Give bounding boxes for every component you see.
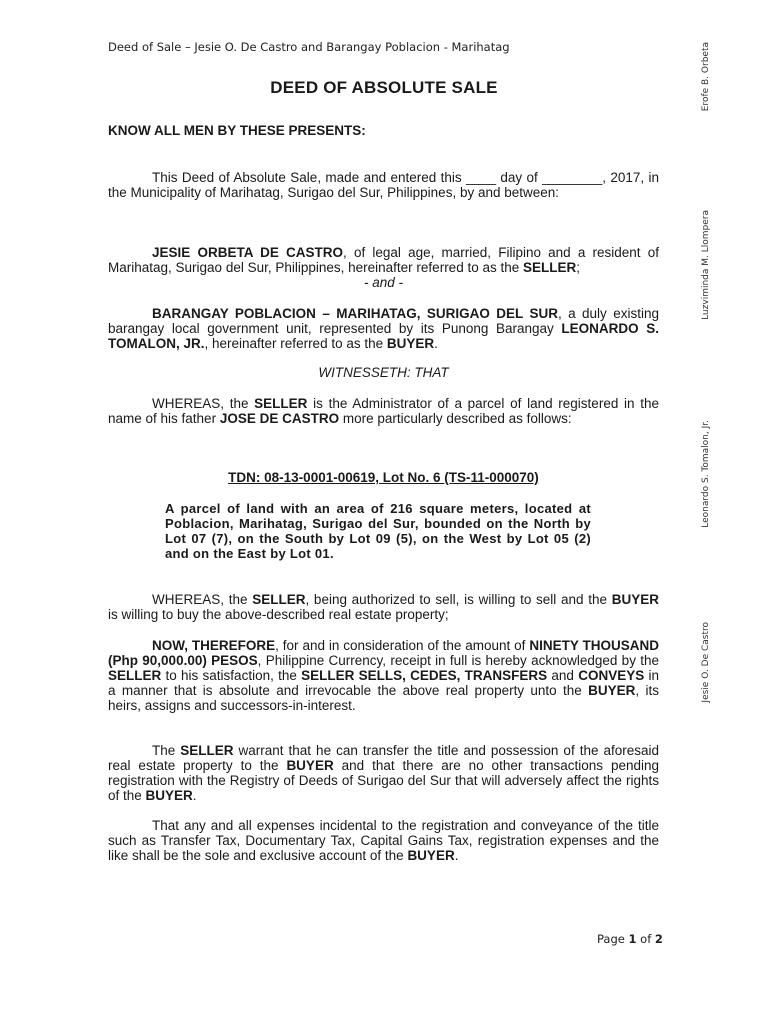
- parcel-description: A parcel of land with an area of 216 square meters, located at Poblacion, Marihatag, Surigao del Sur, bounded on the North by Lot 07 (7), on the South by Lot 09 (5), on the West by Lot 05 (2) and on the East by Lot 01.: [165, 501, 591, 561]
- whereas-administrator-paragraph: WHEREAS, the SELLER is the Administrator of a parcel of land registered in the name of his father JOSE DE CASTRO more particularly described as follows:: [108, 396, 659, 426]
- page-number: Page 1 of 2: [597, 932, 663, 946]
- document-title: DEED OF ABSOLUTE SALE: [270, 78, 498, 97]
- buyer-name: BARANGAY POBLACION – MARIHATAG, SURIGAO DEL SUR: [152, 306, 558, 321]
- margin-signature: Erofe B. Orbeta: [701, 42, 711, 112]
- margin-signature: Leonardo S. Tomalon, Jr.: [701, 420, 711, 528]
- and-separator: - and -: [363, 275, 404, 290]
- whereas-willing-paragraph: WHEREAS, the SELLER, being authorized to sell, is willing to sell and the BUYER is willing to buy the above-described real estate property;: [108, 592, 659, 622]
- margin-signature: Luzviminda M. Llompera: [701, 210, 711, 320]
- opening-phrase: KNOW ALL MEN BY THESE PRESENTS:: [108, 123, 366, 138]
- warranty-paragraph: The SELLER warrant that he can transfer the title and possession of the aforesaid real estate property to the BUYER and that there are no other transactions pending registration with the Registry of Deeds of Surigao del Sur that will adversely affect the rights of the BUYER.: [108, 743, 659, 803]
- intro-paragraph: This Deed of Absolute Sale, made and entered this ____ day of ________, 2017, in the Municipality of Marihatag, Surigao del Sur, Philippines, by and between:: [108, 170, 659, 200]
- expenses-paragraph: That any and all expenses incidental to the registration and conveyance of the title such as Transfer Tax, Documentary Tax, Capital Gains Tax, registration expenses and the like shall be the sole and exclusive account of the BUYER.: [108, 818, 659, 863]
- buyer-representative: LEONARDO S. TOMALON, JR.: [108, 321, 659, 351]
- sale-amount: NINETY THOUSAND (Php 90,000.00) PESOS: [108, 638, 659, 668]
- seller-name: JESIE ORBETA DE CASTRO: [152, 245, 344, 260]
- seller-paragraph: JESIE ORBETA DE CASTRO, of legal age, married, Filipino and a resident of Marihatag, Surigao del Sur, Philippines, hereinafter referred to as the SELLER;: [108, 245, 659, 275]
- buyer-paragraph: BARANGAY POBLACION – MARIHATAG, SURIGAO DEL SUR, a duly existing barangay local government unit, represented by its Punong Barangay LEONARDO S. TOMALON, JR., hereinafter referred to as the BUYER.: [108, 306, 659, 351]
- witnesseth-heading: WITNESSETH: THAT: [318, 365, 449, 380]
- margin-signature: Jesie O. De Castro: [701, 622, 711, 703]
- running-header: Deed of Sale – Jesie O. De Castro and Barangay Poblacion - Marihatag: [108, 40, 510, 54]
- tax-declaration-number: TDN: 08-13-0001-00619, Lot No. 6 (TS-11-000070): [228, 470, 539, 485]
- consideration-paragraph: NOW, THEREFORE, for and in consideration of the amount of NINETY THOUSAND (Php 90,000.00) PESOS, Philippine Currency, receipt in full is hereby acknowledged by the SELLER to his satisfaction, the SELLER SELLS, CEDES, TRANSFERS and CONVEYS in a manner that is absolute and irrevocable the above real property unto the BUYER, its heirs, assigns and successors-in-interest.: [108, 638, 659, 713]
